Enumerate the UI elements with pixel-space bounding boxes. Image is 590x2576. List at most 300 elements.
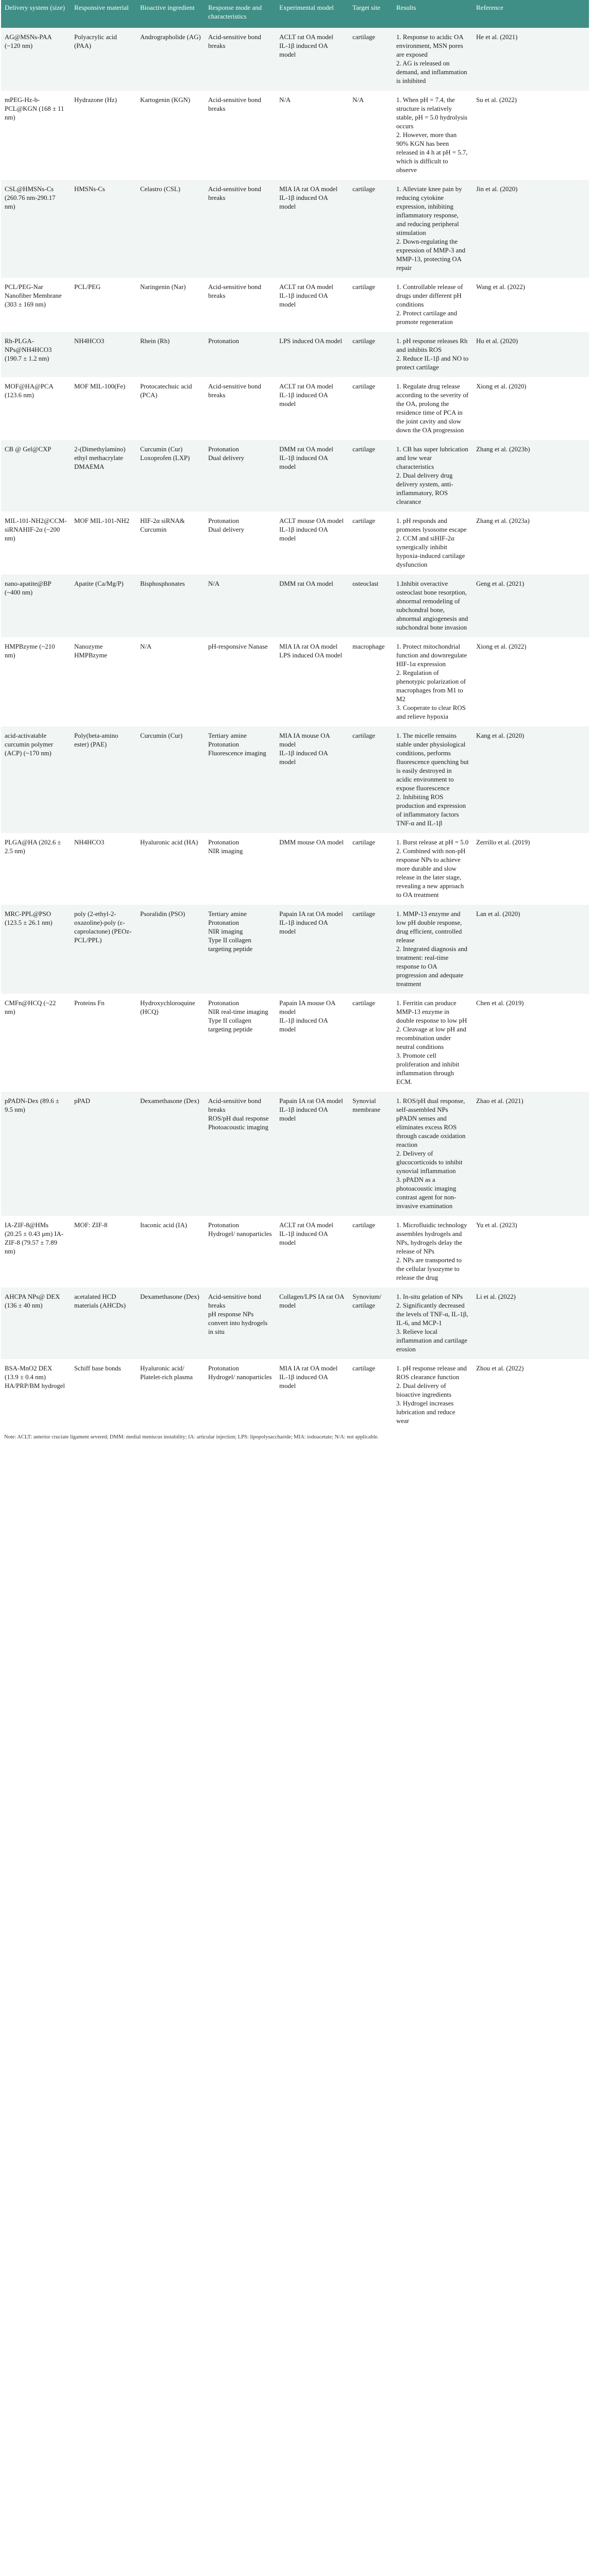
cell-text: [279, 33, 345, 59]
col-response-mode-cell: [205, 726, 276, 833]
cell-line: ACLT rat OA model: [279, 1222, 333, 1229]
cell-line: Protonation: [208, 1365, 239, 1372]
table-row: [1, 1216, 589, 1287]
col-response-mode-cell: [205, 1287, 276, 1359]
cell-line: 2. Cleavage at low pH and recombination under neutral conditions: [396, 1026, 466, 1050]
table-row: [1, 440, 589, 512]
col-bioactive-ingredient-cell: HIF-2α siRNA& Curcumin: [137, 512, 205, 574]
cell-text: [396, 642, 469, 721]
col-reference-cell: Kang et al. (2020): [473, 726, 589, 833]
table-row: [1, 512, 589, 574]
cell-line: 1. CB has super lubrication and low wear characteristics: [396, 446, 468, 470]
cell-line: ROS/pH dual response: [208, 1115, 269, 1122]
col-responsive-material-cell: acetalated HCD materials (AHCDs): [71, 1287, 137, 1359]
cell-text: [279, 1097, 345, 1123]
col-reference-cell: Xiong et al. (2022): [473, 637, 589, 726]
col-reference-cell: Zerrillo et al. (2019): [473, 833, 589, 905]
col-response-mode-cell: [205, 440, 276, 512]
col-experimental-model-cell: [276, 28, 349, 91]
col-bioactive-ingredient-cell: Naringenin (Nar): [137, 278, 205, 332]
col-bioactive-ingredient-cell: Hydroxychloroquine (HCQ): [137, 994, 205, 1092]
col-responsive-material-cell: Nanozyme HMPBzyme: [71, 637, 137, 726]
cell-text: [396, 910, 469, 989]
col-delivery-system-cell: mPEG-Hz-b-PCL@KGN (168 ± 11 nm): [1, 91, 71, 180]
cell-line: IL-1β induced OA model: [279, 292, 328, 308]
col-bioactive-ingredient-header: Bioactive ingredient: [137, 0, 205, 28]
col-response-mode-cell: [205, 833, 276, 905]
col-target-site-cell: Synovial membrane: [349, 1092, 393, 1216]
col-experimental-model-cell: [276, 512, 349, 574]
col-bioactive-ingredient-cell: N/A: [137, 637, 205, 726]
cell-line: Protonation: [208, 446, 239, 453]
cell-text: [396, 999, 469, 1087]
cell-line: MIA IA rat OA model: [279, 185, 338, 193]
table-row: [1, 833, 589, 905]
col-experimental-model-cell: LPS induced OA model: [276, 332, 349, 377]
cell-line: 3. Promote cell proliferation and inhibit inflammation through ECM.: [396, 1052, 460, 1086]
table-row: [1, 1092, 589, 1216]
col-reference-cell: Wang et al. (2022): [473, 278, 589, 332]
cell-text: [396, 445, 469, 506]
col-results-cell: [393, 1287, 473, 1359]
col-responsive-material-cell: MOF: ZIF-8: [71, 1216, 137, 1287]
col-delivery-system-header: Delivery system (size): [1, 0, 71, 28]
table-row: [1, 574, 589, 637]
col-experimental-model-cell: [276, 440, 349, 512]
col-results-cell: [393, 180, 473, 278]
cell-line: 2. CCM and siHIF-2α synergically inhibit hypoxia-induced cartilage dysfunction: [396, 535, 465, 568]
col-delivery-system-cell: CMFn@HCQ (~22 nm): [1, 994, 71, 1092]
cell-text: [279, 732, 345, 767]
cell-text: [396, 1364, 469, 1426]
col-results-cell: [393, 332, 473, 377]
cell-text: [208, 445, 272, 463]
col-experimental-model-cell: N/A: [276, 91, 349, 180]
col-results-cell: [393, 440, 473, 512]
cell-text: [279, 1364, 345, 1391]
col-reference-cell: Hu et al. (2020): [473, 332, 589, 377]
cell-text: [396, 1293, 469, 1354]
cell-line: IL-1β induced OA model: [279, 1106, 328, 1122]
cell-line: 2. Integrated diagnosis and treatment: real-time response to OA progression and adequate treatment: [396, 945, 467, 988]
cell-line: Fluorescence imaging: [208, 750, 266, 757]
cell-line: 1. The micelle remains stable under physiological conditions, performs fluorescence quenching but is easily destroyed in acidic environment to expose fluorescence: [396, 732, 469, 792]
col-reference-cell: Su et al. (2022): [473, 91, 589, 180]
col-target-site-cell: N/A: [349, 91, 393, 180]
col-results-cell: [393, 994, 473, 1092]
col-results-cell: [393, 28, 473, 91]
col-results-cell: 1. Regulate drug release according to the severity of the OA, prolong the residence time of PCA in the joint cavity and slow down the OA progression: [393, 377, 473, 440]
cell-line: 2. Regulation of phenotypic polarization of macrophages from M1 to M2: [396, 669, 466, 703]
col-target-site-cell: cartilage: [349, 278, 393, 332]
col-reference-cell: Yu et al. (2023): [473, 1216, 589, 1287]
cell-line: Tertiary amine Protonation: [208, 732, 247, 748]
cell-line: 1. When pH = 7.4, the structure is relatively stable, pH = 5.0 hydrolysis occurs: [396, 96, 468, 130]
col-response-mode-cell: Acid-sensitive bond breaks: [205, 28, 276, 91]
col-experimental-model-cell: [276, 1092, 349, 1216]
col-bioactive-ingredient-cell: Itaconic acid (IA): [137, 1216, 205, 1287]
col-bioactive-ingredient-cell: Kartogenin (KGN): [137, 91, 205, 180]
cell-line: 1. pH responds and promotes lysosome escape: [396, 517, 467, 533]
col-response-mode-cell: [205, 512, 276, 574]
cell-text: [208, 1097, 272, 1132]
col-reference-cell: Geng et al. (2021): [473, 574, 589, 637]
cell-line: Acid-sensitive bond breaks: [208, 1293, 261, 1309]
cell-text: [208, 1293, 272, 1336]
col-responsive-material-cell: Polyacrylic acid (PAA): [71, 28, 137, 91]
col-response-mode-cell: Acid-sensitive bond breaks: [205, 278, 276, 332]
cell-line: 1. ROS/pH dual response, self-assembled NPs pPADN senses and eliminates excess ROS through cascade oxidation reaction: [396, 1097, 466, 1148]
cell-line: 1. Response to acidic OA environment, MSN pores are exposed: [396, 33, 463, 58]
cell-line: Protonation: [208, 839, 239, 846]
col-delivery-system-cell: PCL/PEG-Nar Nanofiber Membrane (303 ± 169 nm): [1, 278, 71, 332]
col-target-site-cell: cartilage: [349, 512, 393, 574]
cell-line: ACLT mouse OA model: [279, 517, 344, 524]
table-row: [1, 377, 589, 440]
col-responsive-material-cell: PCL/PEG: [71, 278, 137, 332]
col-delivery-system-cell: MRC-PPL@PSO (123.5 ± 26.1 nm): [1, 905, 71, 994]
cell-line: MIA IA mouse OA model: [279, 732, 330, 748]
col-response-mode-cell: [205, 905, 276, 994]
cell-text: [396, 283, 469, 327]
cell-text: [396, 185, 469, 273]
col-responsive-material-cell: HMSNs-Cs: [71, 180, 137, 278]
cell-text: [396, 96, 469, 175]
col-reference-cell: Jin et al. (2020): [473, 180, 589, 278]
col-experimental-model-header: Experimental model: [276, 0, 349, 28]
col-responsive-material-cell: Schiff base bonds: [71, 1359, 137, 1431]
col-bioactive-ingredient-cell: Curcumin (Cur) Loxoprofen (LXP): [137, 440, 205, 512]
cell-line: IL-1β induced OA model: [279, 1017, 328, 1033]
table-row: [1, 994, 589, 1092]
cell-text: [208, 1364, 272, 1382]
cell-line: IL-1β induced OA model: [279, 750, 328, 766]
col-target-site-cell: cartilage: [349, 28, 393, 91]
col-responsive-material-cell: MOF MIL-100(Fe): [71, 377, 137, 440]
cell-line: 2. Dual delivery of bioactive ingredients: [396, 1382, 451, 1398]
col-results-cell: [393, 1216, 473, 1287]
col-bioactive-ingredient-cell: Rhein (Rh): [137, 332, 205, 377]
cell-line: 2. However, more than 90% KGN has been released in 4 h at pH = 5.7, which is difficult to observe: [396, 131, 468, 174]
table-row: [1, 637, 589, 726]
col-response-mode-cell: pH-responsive Nanase: [205, 637, 276, 726]
col-responsive-material-cell: poly (2-ethyl-2-oxazoline)-poly (ε-caprolactone) (PEOz-PCL/PPL): [71, 905, 137, 994]
cell-line: Protonation: [208, 1222, 239, 1229]
col-responsive-material-cell: NH4HCO3: [71, 332, 137, 377]
cell-text: [279, 642, 345, 660]
cell-line: IL-1β induced OA model: [279, 526, 328, 542]
col-responsive-material-cell: 2-(Dimethylamino) ethyl methacrylate DMAEMA: [71, 440, 137, 512]
col-responsive-material-cell: Proteins Fn: [71, 994, 137, 1092]
col-target-site-cell: cartilage: [349, 833, 393, 905]
cell-line: Dual delivery: [208, 454, 245, 462]
col-results-cell: [393, 905, 473, 994]
cell-line: NIR real-time imaging: [208, 1008, 268, 1015]
cell-line: 2. Reduce IL-1β and NO to protect cartilage: [396, 355, 469, 371]
cell-line: 1. Microfluidic technology assembles hydrogels and NPs, hydrogels delay the release of NPs: [396, 1222, 467, 1255]
col-delivery-system-cell: PLGA@HA (202.6 ± 2.5 nm): [1, 833, 71, 905]
cell-line: Hydrogel/ nanoparticles: [208, 1230, 272, 1238]
cell-line: 2. Significantly decreased the levels of TNF-α, IL-1β, IL-6, and MCP-1: [396, 1302, 468, 1327]
col-target-site-cell: cartilage: [349, 905, 393, 994]
cell-line: 2. Protect cartilage and promote regeneration: [396, 310, 457, 326]
col-target-site-cell: cartilage: [349, 377, 393, 440]
cell-text: [208, 838, 272, 856]
col-response-mode-cell: Acid-sensitive bond breaks: [205, 180, 276, 278]
table-footnote: Note: ACLT: anterior cruciate ligament severed; DMM: medial meniscus instability; IA: articular injection; LPS: lipopolysaccharide; MIA: iodoacetate; N/A: not applicable.: [4, 1434, 379, 1440]
col-reference-header: Reference: [473, 0, 589, 28]
cell-line: IL-1β induced OA model: [279, 454, 328, 470]
cell-text: [279, 185, 345, 211]
col-target-site-cell: cartilage: [349, 726, 393, 833]
cell-line: Papain IA rat OA model: [279, 1097, 343, 1105]
col-response-mode-cell: [205, 1092, 276, 1216]
cell-line: 2. AG is released on demand, and inflammation is inhibited: [396, 60, 467, 84]
col-reference-cell: Lan et al. (2020): [473, 905, 589, 994]
col-reference-cell: Li et al. (2022): [473, 1287, 589, 1359]
col-delivery-system-cell: CB @ Gel@CXP: [1, 440, 71, 512]
cell-text: [208, 1221, 272, 1239]
cell-line: Protonation: [208, 517, 239, 524]
cell-line: NIR imaging: [208, 928, 243, 935]
cell-text: [279, 517, 345, 543]
col-reference-cell: Xiong et al. (2020): [473, 377, 589, 440]
col-reference-cell: He et al. (2021): [473, 28, 589, 91]
col-results-header: Results: [393, 0, 473, 28]
cell-text: [208, 999, 272, 1034]
col-responsive-material-cell: Hydrazone (Hz): [71, 91, 137, 180]
col-responsive-material-cell: pPAD: [71, 1092, 137, 1216]
table-row: [1, 332, 589, 377]
col-target-site-cell: cartilage: [349, 440, 393, 512]
col-results-cell: [393, 726, 473, 833]
col-delivery-system-cell: nano-apatite@BP (~400 nm): [1, 574, 71, 637]
cell-text: [279, 382, 345, 409]
cell-line: Dual delivery: [208, 526, 245, 533]
cell-line: 1. In-situ gelation of NPs: [396, 1293, 463, 1300]
cell-line: 1. MMP-13 enzyme and low pH double response, drug efficient, controlled release: [396, 910, 462, 944]
col-response-mode-cell: N/A: [205, 574, 276, 637]
cell-line: LPS induced OA model: [279, 652, 342, 659]
cell-line: 1. pH response release and ROS clearance function: [396, 1365, 467, 1381]
table-row: [1, 180, 589, 278]
cell-line: 1. Alleviate knee pain by reducing cytokine expression, inhibiting inflammatory response, and reducing peripheral stimulation: [396, 185, 462, 236]
cell-text: [208, 517, 272, 534]
cell-text: [279, 910, 345, 936]
col-delivery-system-cell: MIL-101-NH2@CCM-siRNAHIF-2α (~200 nm): [1, 512, 71, 574]
col-experimental-model-cell: [276, 1359, 349, 1431]
cell-text: [396, 337, 469, 372]
table-row: [1, 1359, 589, 1431]
col-delivery-system-cell: HMPBzyme (~210 nm): [1, 637, 71, 726]
col-responsive-material-cell: Poly(beta-amino ester) (PAE): [71, 726, 137, 833]
col-response-mode-cell: Acid-sensitive bond breaks: [205, 377, 276, 440]
cell-line: 1. Protect mitochondrial function and downregulate HIF-1α expression: [396, 643, 467, 668]
cell-line: 3. Cooperate to clear ROS and relieve hypoxia: [396, 704, 466, 720]
cell-line: Type II collagen targeting peptide: [208, 937, 253, 953]
cell-line: 1. Ferritin can produce MMP-13 enzyme in double response to low pH: [396, 999, 467, 1024]
cell-line: 1. Burst release at pH = 5.0: [396, 839, 469, 846]
col-response-mode-cell: Protonation: [205, 332, 276, 377]
col-reference-cell: Chen et al. (2019): [473, 994, 589, 1092]
cell-line: IL-1β induced OA model: [279, 919, 328, 935]
col-experimental-model-cell: DMM mouse OA model: [276, 833, 349, 905]
col-response-mode-header: Response mode and characteristics: [205, 0, 276, 28]
cell-line: IL-1β induced OA model: [279, 42, 328, 58]
col-delivery-system-cell: CSL@HMSNs-Cs (260.76 nm-290.17 nm): [1, 180, 71, 278]
table-row: [1, 726, 589, 833]
cell-line: DMM rat OA model: [279, 446, 333, 453]
cell-line: 3. pPADN as a photoacoustic imaging contrast agent for non-invasive examination: [396, 1176, 457, 1210]
col-target-site-header: Target site: [349, 0, 393, 28]
cell-line: pH response NPs convert into hydrogels in situ: [208, 1311, 268, 1335]
col-target-site-cell: cartilage: [349, 180, 393, 278]
col-results-cell: 1.Inhibit overactive osteoclast bone resorption, abnormal remodeling of subchondral bone, abnormal angiogenesis and subchondral bone invasion: [393, 574, 473, 637]
cell-line: Protonation: [208, 999, 239, 1007]
col-bioactive-ingredient-cell: Celastro (CSL): [137, 180, 205, 278]
col-response-mode-cell: [205, 1359, 276, 1431]
cell-line: Tertiary amine Protonation: [208, 910, 247, 926]
cell-line: IL-1β induced OA model: [279, 194, 328, 210]
col-experimental-model-cell: DMM rat OA model: [276, 574, 349, 637]
table-row: [1, 278, 589, 332]
col-experimental-model-cell: [276, 905, 349, 994]
cell-line: IL-1β induced OA model: [279, 392, 328, 408]
table-row: [1, 28, 589, 91]
cell-text: [396, 1221, 469, 1282]
col-target-site-cell: osteoclast: [349, 574, 393, 637]
cell-line: MIA IA rat OA model: [279, 643, 338, 650]
cell-line: 1. pH response releases Rh and inhibits ROS: [396, 337, 468, 353]
cell-text: [208, 732, 272, 758]
cell-line: 2. Delivery of glucocorticoids to inhibit synovial inflammation: [396, 1150, 463, 1175]
cell-line: 2. Combined with non-pH response NPs to achieve more durable and slow release in the later stage, revealing a new approach to OA treatment: [396, 848, 466, 899]
table-header: [1, 0, 589, 28]
col-delivery-system-cell: Rh-PLGA-NPs@NH4HCO3 (190.7 ± 1.2 nm): [1, 332, 71, 377]
col-responsive-material-cell: NH4HCO3: [71, 833, 137, 905]
cell-text: [279, 1221, 345, 1247]
col-reference-cell: Zhang et al. (2023b): [473, 440, 589, 512]
cell-text: [396, 838, 469, 900]
col-results-cell: [393, 833, 473, 905]
cell-line: 1. Controllable release of drugs under different pH conditions: [396, 283, 463, 308]
col-bioactive-ingredient-cell: Dexamethasone (Dex): [137, 1092, 205, 1216]
col-bioactive-ingredient-cell: Dexamethasone (Dex): [137, 1287, 205, 1359]
col-delivery-system-cell: IA-ZIF-8@HMs (20.25 ± 0.43 μm) IA-ZIF-8 (79.57 ± 7.89 nm): [1, 1216, 71, 1287]
cell-line: Photoacoustic imaging: [208, 1124, 268, 1131]
col-responsive-material-cell: Apatite (Ca/Mg/P): [71, 574, 137, 637]
col-target-site-cell: Synovium/ cartilage: [349, 1287, 393, 1359]
col-experimental-model-cell: [276, 180, 349, 278]
col-experimental-model-cell: Collagen/LPS IA rat OA model: [276, 1287, 349, 1359]
col-response-mode-cell: [205, 1216, 276, 1287]
col-bioactive-ingredient-cell: Hyaluronic acid (HA): [137, 833, 205, 905]
cell-text: [279, 999, 345, 1034]
cell-text: [396, 732, 469, 828]
cell-line: Acid-sensitive bond breaks: [208, 1097, 261, 1113]
col-experimental-model-cell: [276, 1216, 349, 1287]
col-delivery-system-cell: MOF@HA@PCA (123.6 nm): [1, 377, 71, 440]
header-row: [1, 0, 589, 28]
cell-line: 2. Dual delivery drug delivery system, anti-inflammatory, ROS clearance: [396, 472, 453, 505]
col-response-mode-cell: [205, 994, 276, 1092]
col-delivery-system-cell: acid-activatable curcumin polymer (ACP) (~170 nm): [1, 726, 71, 833]
cell-text: [396, 517, 469, 569]
cell-line: ACLT rat OA model: [279, 283, 333, 291]
cell-line: 3. Relieve local inflammation and cartilage erosion: [396, 1328, 467, 1353]
col-bioactive-ingredient-cell: Curcumin (Cur): [137, 726, 205, 833]
col-reference-cell: Zhao et al. (2021): [473, 1092, 589, 1216]
cell-text: [208, 910, 272, 954]
cell-line: 2. NPs are transported to the cellular lysozyme to release the drug: [396, 1257, 462, 1281]
col-results-cell: [393, 278, 473, 332]
cell-line: Papain IA mouse OA model: [279, 999, 335, 1015]
col-experimental-model-cell: [276, 726, 349, 833]
col-experimental-model-cell: [276, 994, 349, 1092]
col-results-cell: [393, 1092, 473, 1216]
col-experimental-model-cell: [276, 637, 349, 726]
col-results-cell: [393, 1359, 473, 1431]
col-bioactive-ingredient-cell: Protocatechuic acid (PCA): [137, 377, 205, 440]
col-reference-cell: Zhou et al. (2022): [473, 1359, 589, 1431]
cell-line: 2. Down-regulating the expression of MMP-3 and MMP-13, protecting OA repair: [396, 238, 465, 272]
table-row: [1, 905, 589, 994]
cell-text: [279, 445, 345, 471]
table-row: [1, 91, 589, 180]
cell-line: IL-1β induced OA model: [279, 1230, 328, 1246]
col-target-site-cell: cartilage: [349, 332, 393, 377]
col-target-site-cell: cartilage: [349, 1359, 393, 1431]
delivery-systems-table: [1, 0, 589, 1431]
col-delivery-system-cell: AHCPA NPs@ DEX (136 ± 40 nm): [1, 1287, 71, 1359]
cell-line: 3. Hydrogel increases lubrication and reduce wear: [396, 1400, 456, 1425]
col-responsive-material-cell: MOF MIL-101-NH2: [71, 512, 137, 574]
col-bioactive-ingredient-cell: Andrographolide (AG): [137, 28, 205, 91]
cell-line: NIR imaging: [208, 848, 243, 855]
col-target-site-cell: cartilage: [349, 994, 393, 1092]
table-body: [1, 28, 589, 1431]
cell-line: 2. Inhibiting ROS production and expression of inflammatory factors TNF-α and IL-1β: [396, 793, 466, 827]
col-response-mode-cell: Acid-sensitive bond breaks: [205, 91, 276, 180]
col-delivery-system-cell: pPADN-Dex (89.6 ± 9.5 nm): [1, 1092, 71, 1216]
col-results-cell: [393, 512, 473, 574]
col-delivery-system-cell: BSA-MnO2 DEX (13.9 ± 0.4 nm) HA/PRP/BM hydrogel: [1, 1359, 71, 1431]
cell-text: [396, 33, 469, 86]
col-bioactive-ingredient-cell: Hyaluronic acid/ Platelet-rich plasma: [137, 1359, 205, 1431]
cell-text: [396, 1097, 469, 1211]
cell-line: Type II collagen targeting peptide: [208, 1017, 253, 1033]
cell-line: MIA IA rat OA model: [279, 1365, 338, 1372]
col-results-cell: [393, 637, 473, 726]
col-experimental-model-cell: [276, 278, 349, 332]
col-reference-cell: Zhang et al. (2023a): [473, 512, 589, 574]
col-delivery-system-cell: AG@MSNs-PAA (~120 nm): [1, 28, 71, 91]
col-target-site-cell: cartilage: [349, 1216, 393, 1287]
table-row: [1, 1287, 589, 1359]
cell-line: ACLT rat OA model: [279, 33, 333, 41]
col-responsive-material-header: Responsive material: [71, 0, 137, 28]
col-bioactive-ingredient-cell: Bisphosphonates: [137, 574, 205, 637]
cell-text: [279, 283, 345, 309]
cell-line: Papain IA rat OA model: [279, 910, 343, 918]
col-results-cell: [393, 91, 473, 180]
cell-line: ACLT rat OA model: [279, 383, 333, 390]
col-bioactive-ingredient-cell: Psoralidin (PSO): [137, 905, 205, 994]
cell-line: Hydrogel/ nanoparticles: [208, 1374, 272, 1381]
cell-line: IL-1β induced OA model: [279, 1374, 328, 1389]
col-experimental-model-cell: [276, 377, 349, 440]
col-target-site-cell: macrophage: [349, 637, 393, 726]
